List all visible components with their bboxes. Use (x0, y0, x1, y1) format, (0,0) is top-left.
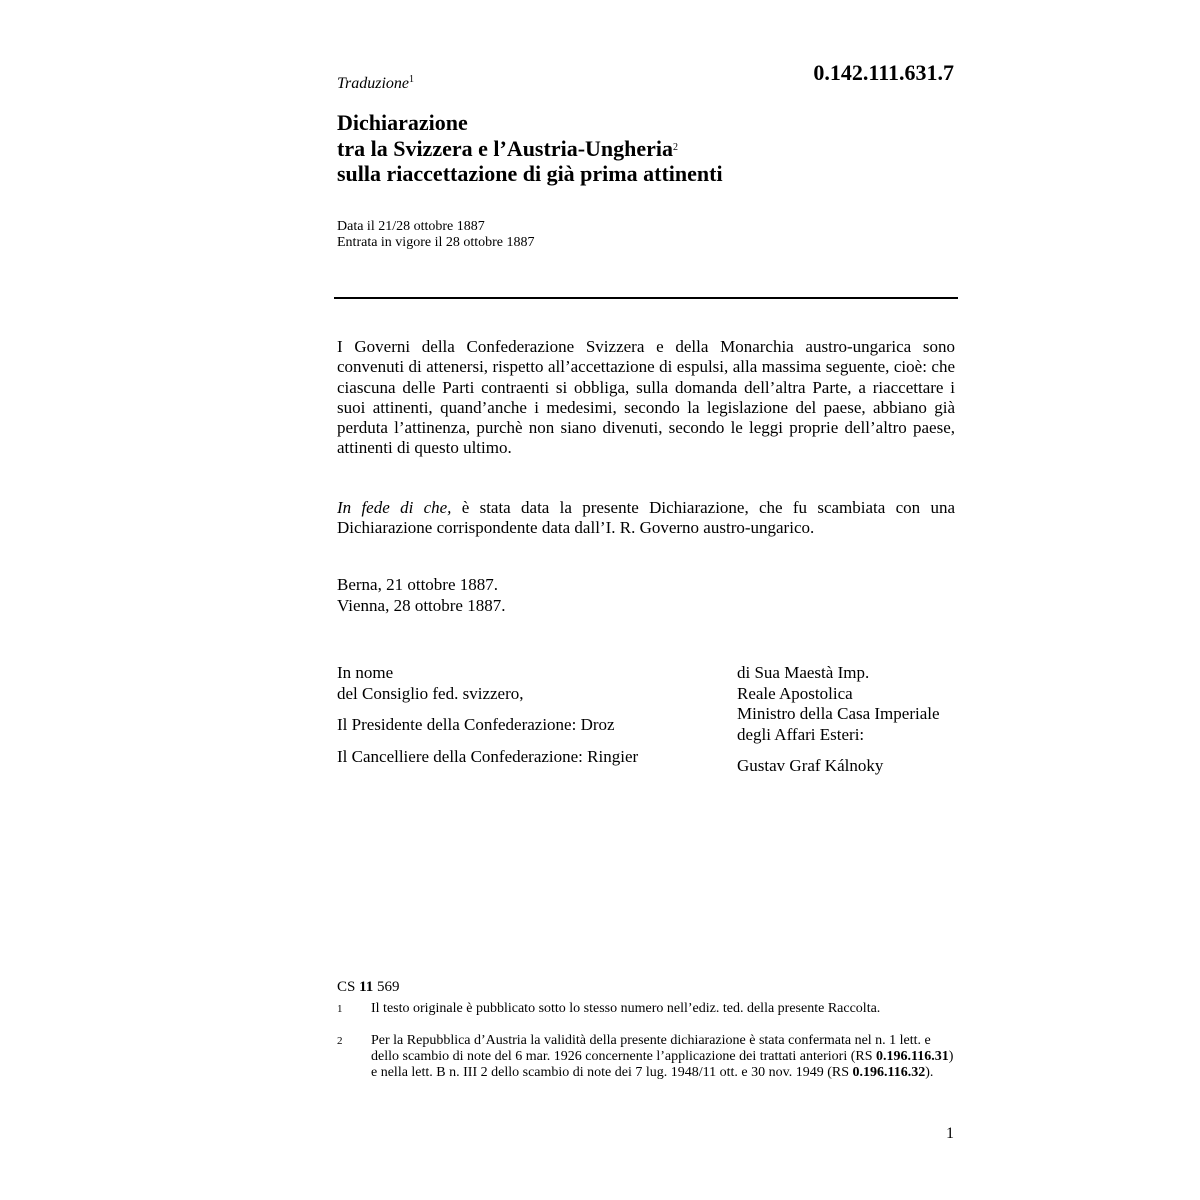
signature-left (337, 663, 638, 767)
date-given: Data il 21/28 ottobre 1887 (337, 219, 485, 234)
place-vienna: Vienna, 28 ottobre 1887. (337, 596, 506, 615)
title-line-3: sulla riaccettazione di già prima attinenti (337, 161, 723, 186)
body-paragraph-2 (337, 498, 955, 539)
paragraph-2-italic: In fede di che, (337, 498, 452, 517)
paragraph-2-text: è stata data la presente Dichiarazione, che fu scambiata con una Dichiarazione corrispondente data dall’I. R. Governo austro-ungarico. (337, 498, 956, 538)
sig-left-president: Il Presidente della Confederazione: Droz (337, 715, 615, 734)
footnote-1-text: Il testo originale è pubblicato sotto lo stesso numero nell’ediz. ted. della presente Raccolta. (371, 1001, 881, 1016)
footnote-2-text: Per la Repubblica d’Austria la validità della presente dichiarazione è stata confermata nel n. 1 lett. e dello scambio di note del 6 mar. 1926 concernente l’applicazione dei trattati anteriori (RS 0.196.116.31) e nella lett. B n. III 2 dello scambio di note dei 7 lug. 1948/11 ott. e 30 nov. 1949 (RS 0.196.116.32). (371, 1033, 954, 1080)
date-in-force: Entrata in vigore il 28 ottobre 1887 (337, 235, 535, 250)
sig-left-line-2: del Consiglio fed. svizzero, (337, 683, 524, 703)
sig-left-chancellor: Il Cancelliere della Confederazione: Ringier (337, 746, 639, 766)
sig-right-name: Gustav Graf Kálnoky (737, 756, 884, 775)
sig-right-line-2: Reale Apostolica (737, 683, 853, 703)
rs-link-1[interactable]: 0.196.116.31 (876, 1049, 949, 1064)
place-date-block (337, 574, 505, 616)
footnote-1-number: 1 (337, 1003, 343, 1015)
document-dates (337, 219, 535, 251)
title-line-1: Dichiarazione (337, 110, 468, 135)
sig-right-line-4: degli Affari Esteri: (737, 724, 865, 744)
footnote-ref-2[interactable]: 2 (673, 142, 679, 153)
document-title (337, 110, 723, 186)
footnote-2 (337, 1033, 957, 1081)
rs-number: 0.142.111.631.7 (813, 60, 954, 85)
translation-label (337, 74, 414, 93)
header-divider (334, 297, 958, 299)
signature-right (737, 663, 940, 777)
place-berna: Berna, 21 ottobre 1887. (337, 575, 498, 594)
page-number: 1 (946, 1125, 954, 1142)
sig-left-line-1: In nome (337, 663, 394, 682)
sig-right-line-1: di Sua Maestà Imp. (737, 663, 870, 682)
footnote-ref-1[interactable]: 1 (409, 74, 415, 85)
translation-text: Traduzione (337, 75, 410, 92)
footnote-2-number: 2 (337, 1035, 343, 1047)
title-line-2: tra la Svizzera e l’Austria-Ungheria$^2$ (337, 136, 679, 161)
footnote-1 (337, 1001, 957, 1017)
body-paragraph-1: I Governi della Confederazione Svizzera e della Monarchia austro-ungarica sono convenuti di attenersi, rispetto all’accettazione di espulsi, alla massima seguente, cioè: che ciascuna delle Parti contraenti si obbliga, sulla domanda dell’altra Parte, a riaccettare i suoi attinenti, quand’anche i medesimi, secondo la legislazione del paese, abbiano già perduta l’attinenza, purchè non siano divenuti, secondo le leggi proprie dell’altro paese, attinenti di questo ultimo. (337, 337, 955, 458)
rs-link-2[interactable]: 0.196.116.32 (852, 1065, 926, 1080)
cs-reference: CS 11 569 (337, 979, 400, 995)
sig-right-line-3: Ministro della Casa Imperiale (737, 704, 940, 723)
